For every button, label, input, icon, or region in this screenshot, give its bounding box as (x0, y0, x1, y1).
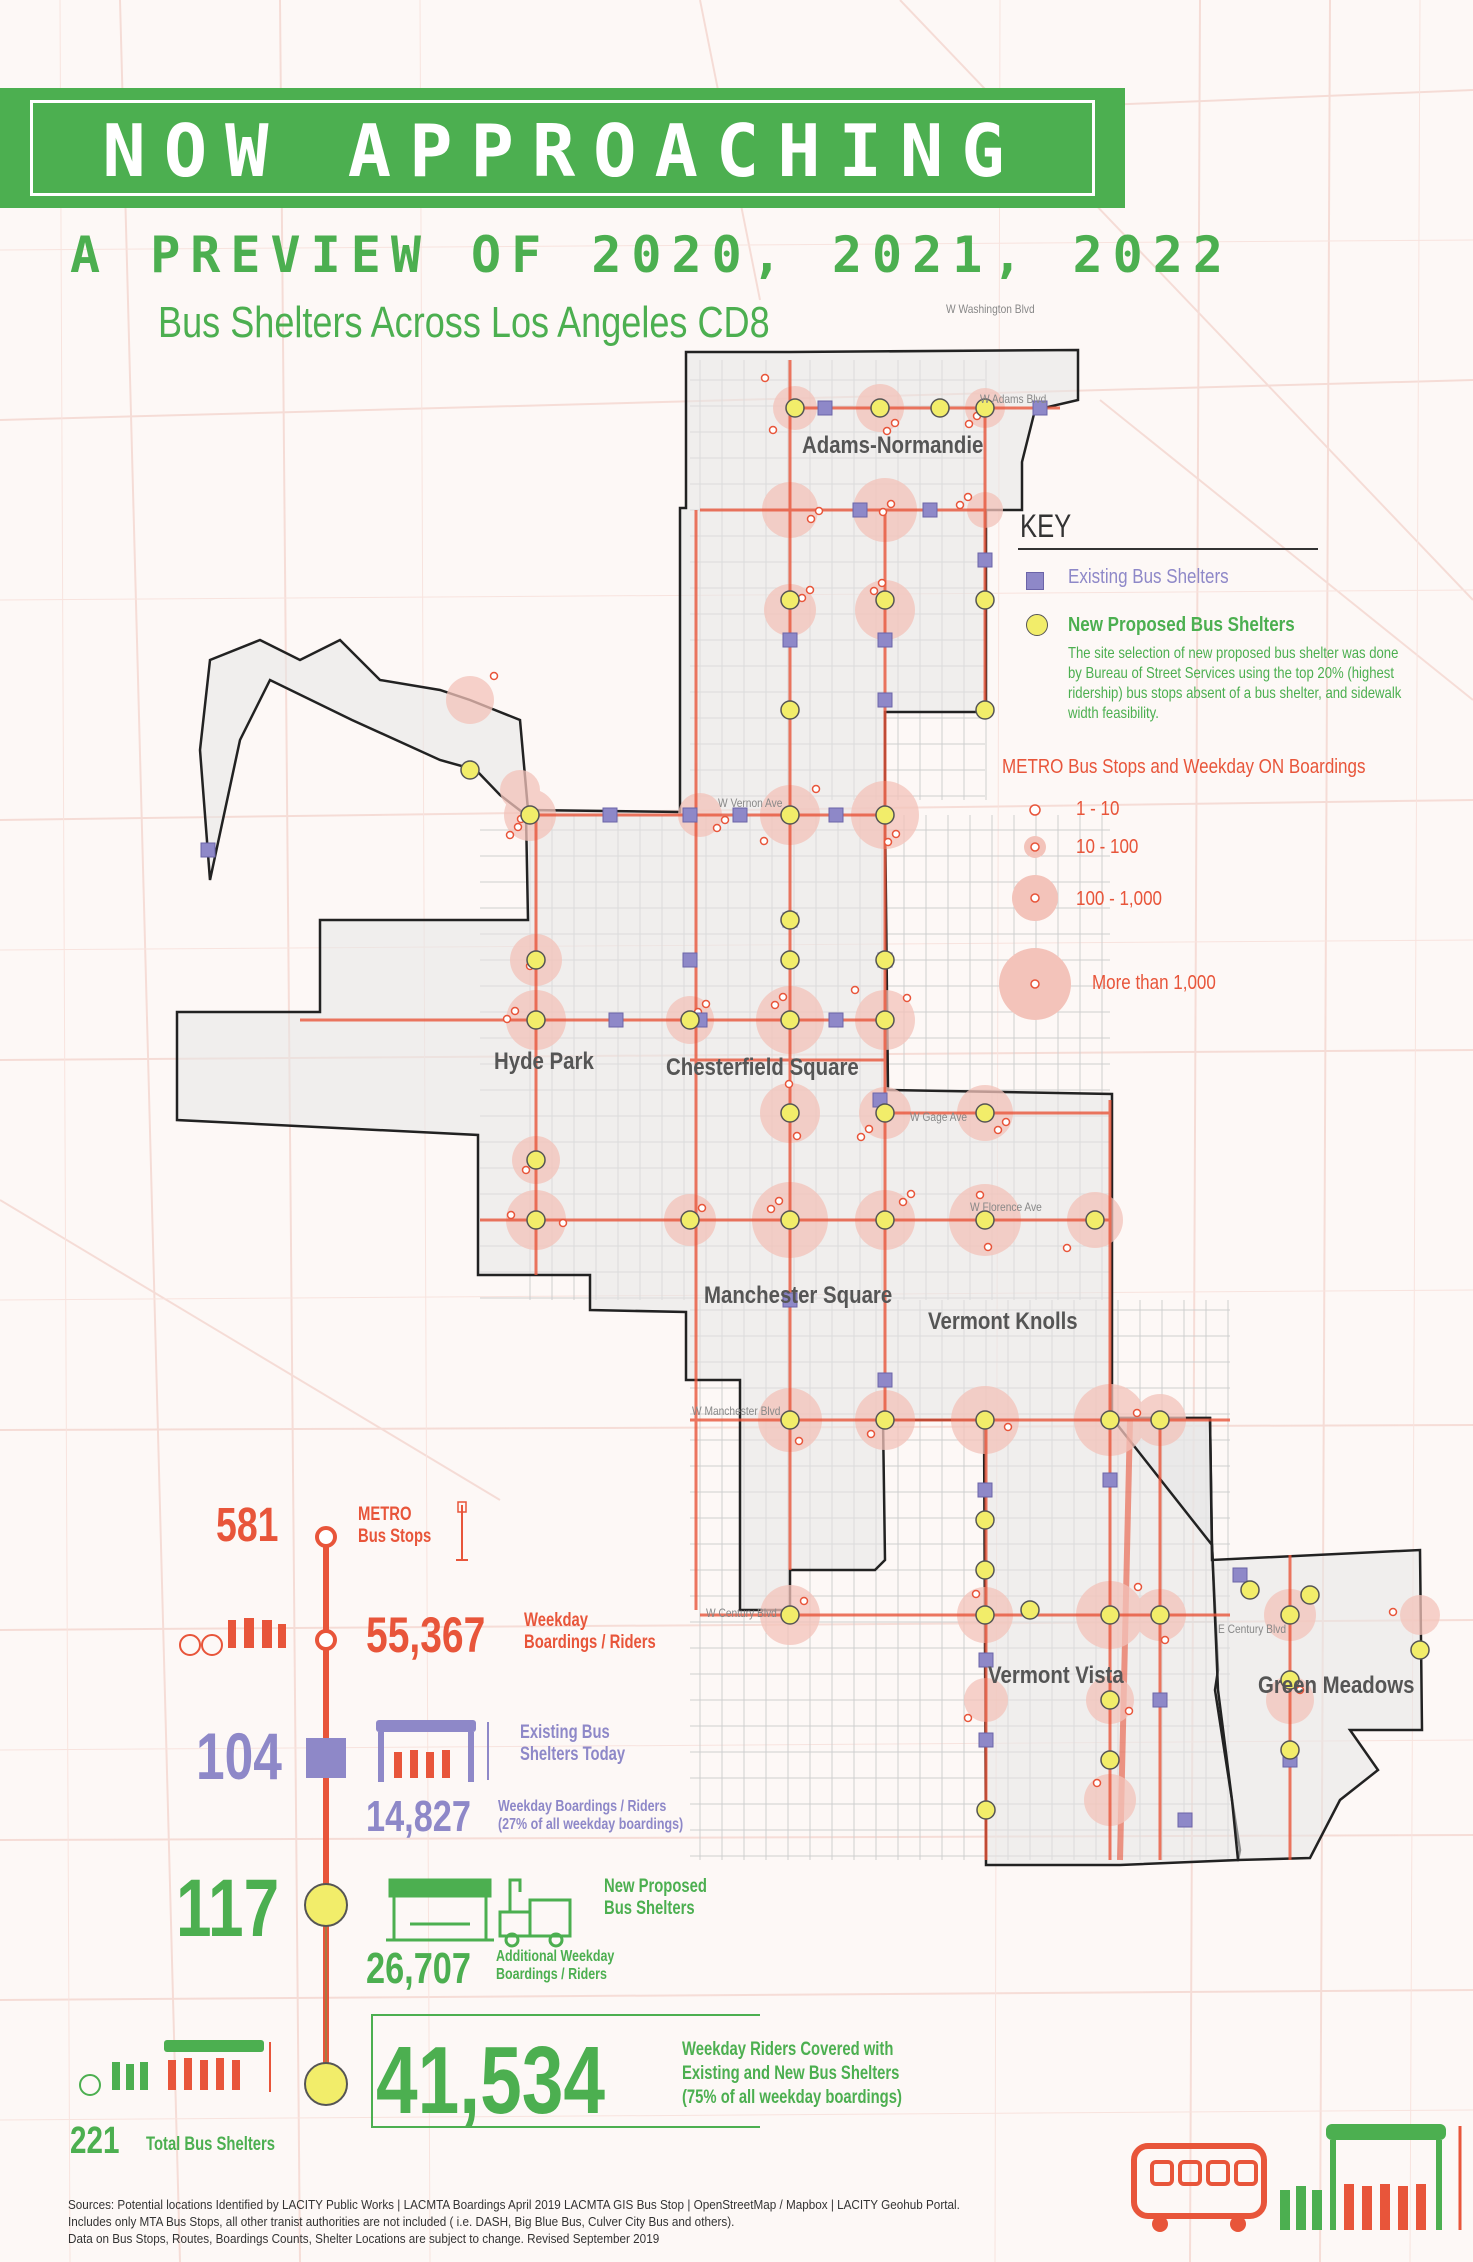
proposed-shelter-marker (781, 806, 799, 824)
bus-stop-marker (1135, 1584, 1142, 1591)
riders-count: 55,367 (366, 1607, 486, 1663)
neighborhood-hyde-park: Hyde Park (494, 1048, 594, 1075)
bus-stop-marker (985, 1244, 992, 1251)
proposed-shelter-marker (681, 1011, 699, 1029)
bus-stop-marker (1162, 1637, 1169, 1644)
existing-shelter-marker (1103, 1473, 1117, 1487)
neighborhood-manchester-square: Manchester Square (704, 1282, 893, 1309)
proposed-shelter-marker (1021, 1601, 1039, 1619)
key-title: KEY (1020, 508, 1072, 544)
proposed-shelter-marker (1151, 1606, 1169, 1624)
existing-label: Existing Bus Shelters Today (520, 1722, 626, 1765)
proposed-shelter-marker (781, 1211, 799, 1229)
bus-stop-marker (807, 587, 814, 594)
key-description: The site selection of new proposed bus shelter was done by Bureau of Street Services using the top 20% (highest ridership) bus stops absent of a bus shelter, and sidewalk width feasibility. (1068, 645, 1402, 722)
existing-shelter-marker (923, 503, 937, 517)
existing-count: 104 (196, 1719, 282, 1793)
riders-icon (180, 1618, 286, 1655)
bus-stop-marker (491, 673, 498, 680)
proposed-shelter-marker (1241, 1581, 1259, 1599)
existing-shelter-marker (1233, 1568, 1247, 1582)
bus-stop-marker (1134, 1410, 1141, 1417)
proposed-shelter-icon (1026, 614, 1048, 636)
existing-shelter-marker (978, 1483, 992, 1497)
bus-stop-marker (965, 494, 972, 501)
proposed-shelter-marker (976, 1104, 994, 1122)
bus-stop-marker (816, 508, 823, 515)
bus-stop-marker (512, 1008, 519, 1015)
range-3: 100 - 1,000 (1076, 888, 1163, 910)
proposed-shelter-marker (527, 1151, 545, 1169)
bus-stop-marker (813, 786, 820, 793)
existing-riders-label: Weekday Boardings / Riders (27% of all weekday boardings) (498, 1798, 684, 1833)
proposed-shelter-marker (1281, 1741, 1299, 1759)
existing-shelter-marker (201, 843, 215, 857)
bus-and-shelter-icon (1130, 2120, 1473, 2250)
bus-stop-marker (703, 1001, 710, 1008)
tow-truck-icon (500, 1880, 570, 1946)
key-divider (1018, 548, 1318, 550)
bus-stop-marker (908, 1191, 915, 1198)
bus-stop-marker (904, 995, 911, 1002)
existing-shelter-marker (603, 808, 617, 822)
proposed-shelter-marker (876, 806, 894, 824)
bus-stop-marker (1126, 1708, 1133, 1715)
bus-stop-marker (858, 1134, 865, 1141)
page-title: NOW APPROACHING (102, 109, 1023, 193)
proposed-shelter-marker (976, 701, 994, 719)
existing-shelter-marker (979, 1733, 993, 1747)
proposed-riders-label: Additional Weekday Boardings / Riders (496, 1948, 615, 1983)
stops-label: METRO Bus Stops (358, 1504, 432, 1547)
proposed-shelter-marker (781, 911, 799, 929)
proposed-shelter-marker (876, 951, 894, 969)
bus-stop-marker (504, 1016, 511, 1023)
sources-footer: Sources: Potential locations Identified by LACITY Public Works | LACMTA Boardings April 2019 LACMTA GIS Bus Stop | OpenStreetMap / Mapbox | LACITY Geohub Portal. Includes only MTA Bus Stops, all other tranist authorities are not included ( i.e. DASH, Big Blue Bus, Culver City Bus and others). Data on Bus Stops, Routes, Boardings Counts, Shelter Locations are subject to change. Revised September 2019 (68, 2197, 960, 2246)
proposed-shelter-marker (781, 591, 799, 609)
proposed-shelter-marker (1151, 1411, 1169, 1429)
page-subtitle: A PREVIEW OF 2020, 2021, 2022 (70, 226, 1233, 284)
proposed-count: 117 (176, 1863, 280, 1954)
proposed-shelter-marker (781, 1606, 799, 1624)
existing-shelter-marker (733, 808, 747, 822)
bus-stop-marker (560, 1220, 567, 1227)
existing-shelter-marker (829, 1013, 843, 1027)
proposed-shelter-marker (976, 1561, 994, 1579)
bus-stop-marker (879, 580, 886, 587)
bus-stop-marker (776, 1198, 783, 1205)
proposed-shelter-marker (976, 591, 994, 609)
proposed-shelter-marker (871, 399, 889, 417)
bus-stop-marker (973, 1591, 980, 1598)
proposed-shelter-marker (976, 1411, 994, 1429)
proposed-shelter-marker (1411, 1641, 1429, 1659)
proposed-shelter-marker (527, 1211, 545, 1229)
proposed-shelter-marker (781, 1011, 799, 1029)
bus-stop-marker (1094, 1780, 1101, 1787)
bus-stop-marker (507, 832, 514, 839)
street-label: W Washington Blvd (946, 302, 1035, 316)
bus-stop-marker (868, 1431, 875, 1438)
bus-stop-marker (957, 502, 964, 509)
proposed-label: New Proposed Bus Shelters (604, 1876, 707, 1919)
existing-shelter-marker (818, 401, 832, 415)
proposed-shelter-marker (681, 1211, 699, 1229)
bus-stop-marker (1005, 1424, 1012, 1431)
total-shelters-icon (80, 2040, 270, 2095)
bus-stop-marker (977, 1192, 984, 1199)
proposed-shelter-marker (527, 951, 545, 969)
proposed-shelter-marker (527, 1011, 545, 1029)
neighborhood-green-meadows: Green Meadows (1258, 1672, 1415, 1699)
proposed-shelter-marker (781, 1411, 799, 1429)
existing-shelter-marker (978, 553, 992, 567)
bus-stop-marker (900, 1199, 907, 1206)
bus-stop-marker (796, 1438, 803, 1445)
existing-shelter-marker (1178, 1813, 1192, 1827)
street-label: W Century Blvd (706, 1606, 777, 1620)
bus-stop-marker (965, 1715, 972, 1722)
bus-stop-marker (871, 588, 878, 595)
range-1: 1 - 10 (1076, 798, 1120, 820)
bus-stop-marker (508, 1212, 515, 1219)
proposed-shelter-marker (876, 591, 894, 609)
street-label: W Adams Blvd (980, 392, 1047, 406)
bus-stop-sign-icon (456, 1502, 468, 1560)
street-label: W Manchester Blvd (692, 1404, 781, 1418)
bus-stop-marker (794, 1133, 801, 1140)
bus-stop-marker (801, 1598, 808, 1605)
existing-shelter-marker (683, 953, 697, 967)
riders-label: Weekday Boardings / Riders (524, 1610, 656, 1653)
bus-stop-marker (893, 831, 900, 838)
proposed-shelter-marker (876, 1411, 894, 1429)
existing-shelter-icon (1026, 572, 1044, 590)
bus-stop-marker (880, 509, 887, 516)
proposed-shelter-marker (876, 1011, 894, 1029)
neighborhood-vermont-knolls: Vermont Knolls (928, 1308, 1078, 1335)
bus-stop-marker (761, 838, 768, 845)
bus-stop-marker (762, 375, 769, 382)
key-existing-label: Existing Bus Shelters (1068, 566, 1229, 588)
proposed-riders-count: 26,707 (366, 1944, 471, 1993)
bus-stop-marker (852, 987, 859, 994)
proposed-shelter-marker (786, 399, 804, 417)
proposed-shelter-marker (461, 761, 479, 779)
bus-stop-marker (995, 1127, 1002, 1134)
bus-stop-marker (515, 824, 522, 831)
proposed-shelter-marker (1101, 1606, 1119, 1624)
range-4: More than 1,000 (1092, 972, 1216, 994)
bus-stop-marker (714, 825, 721, 832)
key-boardings-title: METRO Bus Stops and Weekday ON Boardings (1002, 756, 1366, 778)
bus-stop-marker (780, 994, 787, 1001)
total-label: Total Bus Shelters (146, 2134, 276, 2155)
page-subtitle-2: Bus Shelters Across Los Angeles CD8 (158, 298, 770, 347)
bus-stop-marker (768, 1206, 775, 1213)
bus-stop-marker (1390, 1609, 1397, 1616)
bus-stop-marker (966, 421, 973, 428)
street-label: E Century Blvd (1218, 1622, 1287, 1636)
bus-stop-marker (1003, 1119, 1010, 1126)
bus-stop-marker (699, 1205, 706, 1212)
boardings-halo (1400, 1595, 1440, 1635)
neighborhood-vermont-vista: Vermont Vista (988, 1662, 1124, 1689)
proposed-shelter-marker (781, 1104, 799, 1122)
existing-riders-count: 14,827 (366, 1792, 471, 1841)
existing-shelter-marker (783, 633, 797, 647)
proposed-shelter-marker (781, 701, 799, 719)
existing-shelter-marker (829, 808, 843, 822)
proposed-shelter-marker (781, 951, 799, 969)
neighborhood-adams-normandie: Adams-Normandie (802, 432, 984, 459)
covered-count: 41,534 (376, 2027, 606, 2134)
existing-shelter-graphic-icon (376, 1720, 488, 1782)
proposed-shelter-marker (1086, 1211, 1104, 1229)
total-count: 221 (70, 2120, 120, 2162)
existing-shelter-marker (878, 693, 892, 707)
bus-stop-marker (770, 427, 777, 434)
street-label: W Florence Ave (970, 1200, 1042, 1214)
bus-stop-marker (892, 420, 899, 427)
bus-stop-marker (523, 1167, 530, 1174)
proposed-shelter-marker (931, 399, 949, 417)
street-label: W Gage Ave (910, 1110, 968, 1124)
boardings-legend-symbols (990, 790, 1080, 1020)
street-label: W Vernon Ave (718, 796, 783, 810)
proposed-shelter-marker (1101, 1411, 1119, 1429)
bus-stop-marker (888, 501, 895, 508)
proposed-shelter-marker (876, 1211, 894, 1229)
covered-label: Weekday Riders Covered with Existing and New Bus Shelters (75% of all weekday boardings) (682, 2039, 902, 2108)
existing-shelter-marker (853, 503, 867, 517)
boardings-halo (446, 676, 494, 724)
new-shelter-graphic-icon (386, 1880, 494, 1940)
existing-shelter-marker (609, 1013, 623, 1027)
proposed-shelter-marker (1301, 1586, 1319, 1604)
existing-shelter-marker (683, 808, 697, 822)
proposed-shelter-marker (976, 1511, 994, 1529)
boardings-halo (500, 770, 540, 810)
key-proposed-label: New Proposed Bus Shelters (1068, 614, 1295, 636)
bus-stop-marker (772, 1002, 779, 1009)
range-2: 10 - 100 (1076, 836, 1139, 858)
bus-stop-marker (1064, 1245, 1071, 1252)
bus-stop-marker (808, 516, 815, 523)
existing-shelter-marker (1153, 1693, 1167, 1707)
existing-shelter-marker (878, 1373, 892, 1387)
stops-count: 581 (216, 1499, 279, 1552)
proposed-shelter-marker (1101, 1691, 1119, 1709)
proposed-shelter-marker (876, 1104, 894, 1122)
proposed-shelter-marker (976, 1606, 994, 1624)
neighborhood-chesterfield-square: Chesterfield Square (666, 1054, 859, 1081)
existing-shelter-marker (878, 633, 892, 647)
proposed-shelter-marker (521, 806, 539, 824)
bus-stop-marker (866, 1126, 873, 1133)
proposed-shelter-marker (1101, 1751, 1119, 1769)
bus-stop-marker (885, 839, 892, 846)
bus-stop-marker (722, 817, 729, 824)
proposed-shelter-marker (977, 1801, 995, 1819)
